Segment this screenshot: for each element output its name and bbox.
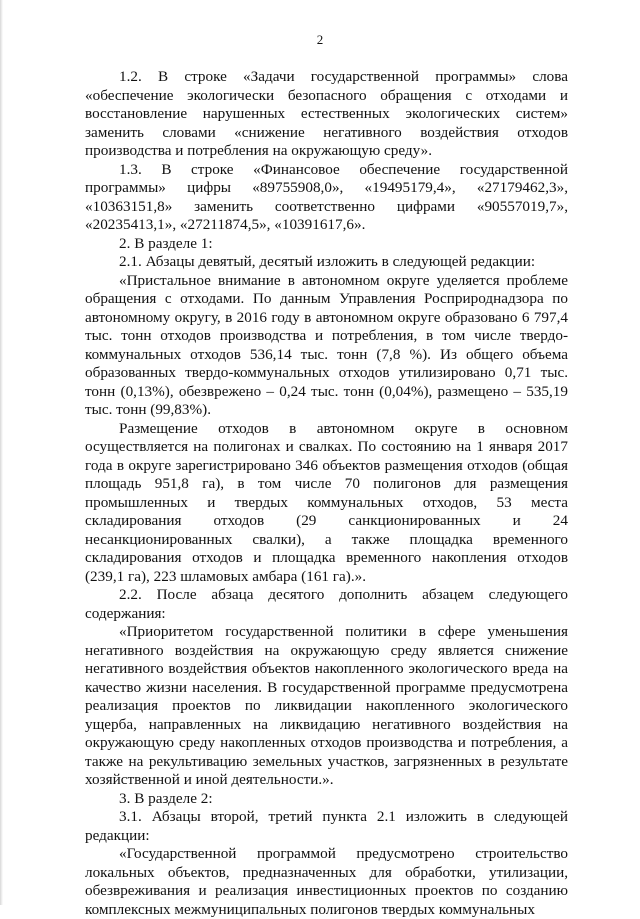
paragraph-program-construction: «Государственной программой предусмотрено строительство локальных объектов, предназначенных для обработки, утилизации, обезвреживания и реализация инвестиционных проектов по созданию комплексных межмуниципальных полигонов твердых коммунальных	[85, 845, 568, 918]
paragraph-1-2: 1.2. В строке «Задачи государственной программы» слова «обеспечение экологически безопасного обращения с отходами и восстановление нарушенных естественных экологических систем» заменить словами «снижение негативного воздействия отходов производства и потребления на окружающую среду».	[85, 68, 568, 159]
paragraph-1-3: 1.3. В строке «Финансовое обеспечение государственной программы» цифры «89755908,0», «19495179,4», «27179462,3», «10363151,8» заменить соответственно цифрами «90557019,7», «20235413,1», «27211874,5», «10391617,6».	[85, 160, 568, 233]
paragraph-waste-placement: Размещение отходов в автономном округе в основном осуществляется на полигонах и свалках. По состоянию на 1 января 2017 года в округе зарегистрировано 346 объектов размещения отходов (общая площадь 951,8 га), в том числе 70 полигонов для размещения промышленных и твердых коммунальных отходов, 53 места складирования отходов (29 санкционированных и 24 несанкционированных свалки), а также площадка временного складирования отходов и площадка временного накопления отходов (239,1 га), 223 шламовых амбара (161 га).».	[85, 419, 568, 585]
paragraph-section-2-heading: 2. В разделе 1:	[119, 234, 213, 252]
paragraph-waste-attention: «Пристальное внимание в автономном округе уделяется проблеме обращения с отходами. По данным Управления Росприроднадзора по автономному округу, в 2016 году в автономном округе образовано 6 797,4 тыс. тонн отходов производства и потребления, в том числе твердо-коммунальных отходов 536,14 тыс. тонн (7,8 %). Из общего объема образованных твердо-коммунальных отходов утилизировано 0,71 тыс. тонн (0,13%), обезврежено – 0,24 тыс. тонн (0,04%), размещено – 535,19 тыс. тонн (99,83%).	[85, 271, 568, 418]
document-body	[85, 68, 568, 919]
paragraph-policy-priority: «Приоритетом государственной политики в сфере уменьшения негативного воздействия на окружающую среду является снижение негативного воздействия объектов накопленного экологического вреда на качество жизни населения. В государственной программе предусмотрена реализация проектов по ликвидации накопленного экологического ущерба, направленных на ликвидацию негативного воздействия на окружающую среду накопленных отходов производства и потребления, а также на рекультивацию земельных участков, загрязненных в результате хозяйственной и иной деятельности.».	[85, 623, 568, 788]
paragraph-2-2: 2.2. После абзаца десятого дополнить абзацем следующего содержания:	[85, 586, 568, 622]
paragraph-2-1: 2.1. Абзацы девятый, десятый изложить в следующей редакции:	[119, 253, 536, 270]
paragraph-3-1: 3.1. Абзацы второй, третий пункта 2.1 изложить в следующей редакции:	[85, 808, 568, 844]
scan-edge-shadow	[0, 0, 3, 905]
page-number: 2	[316, 32, 324, 47]
paragraph-section-3-heading: 3. В разделе 2:	[119, 789, 213, 807]
